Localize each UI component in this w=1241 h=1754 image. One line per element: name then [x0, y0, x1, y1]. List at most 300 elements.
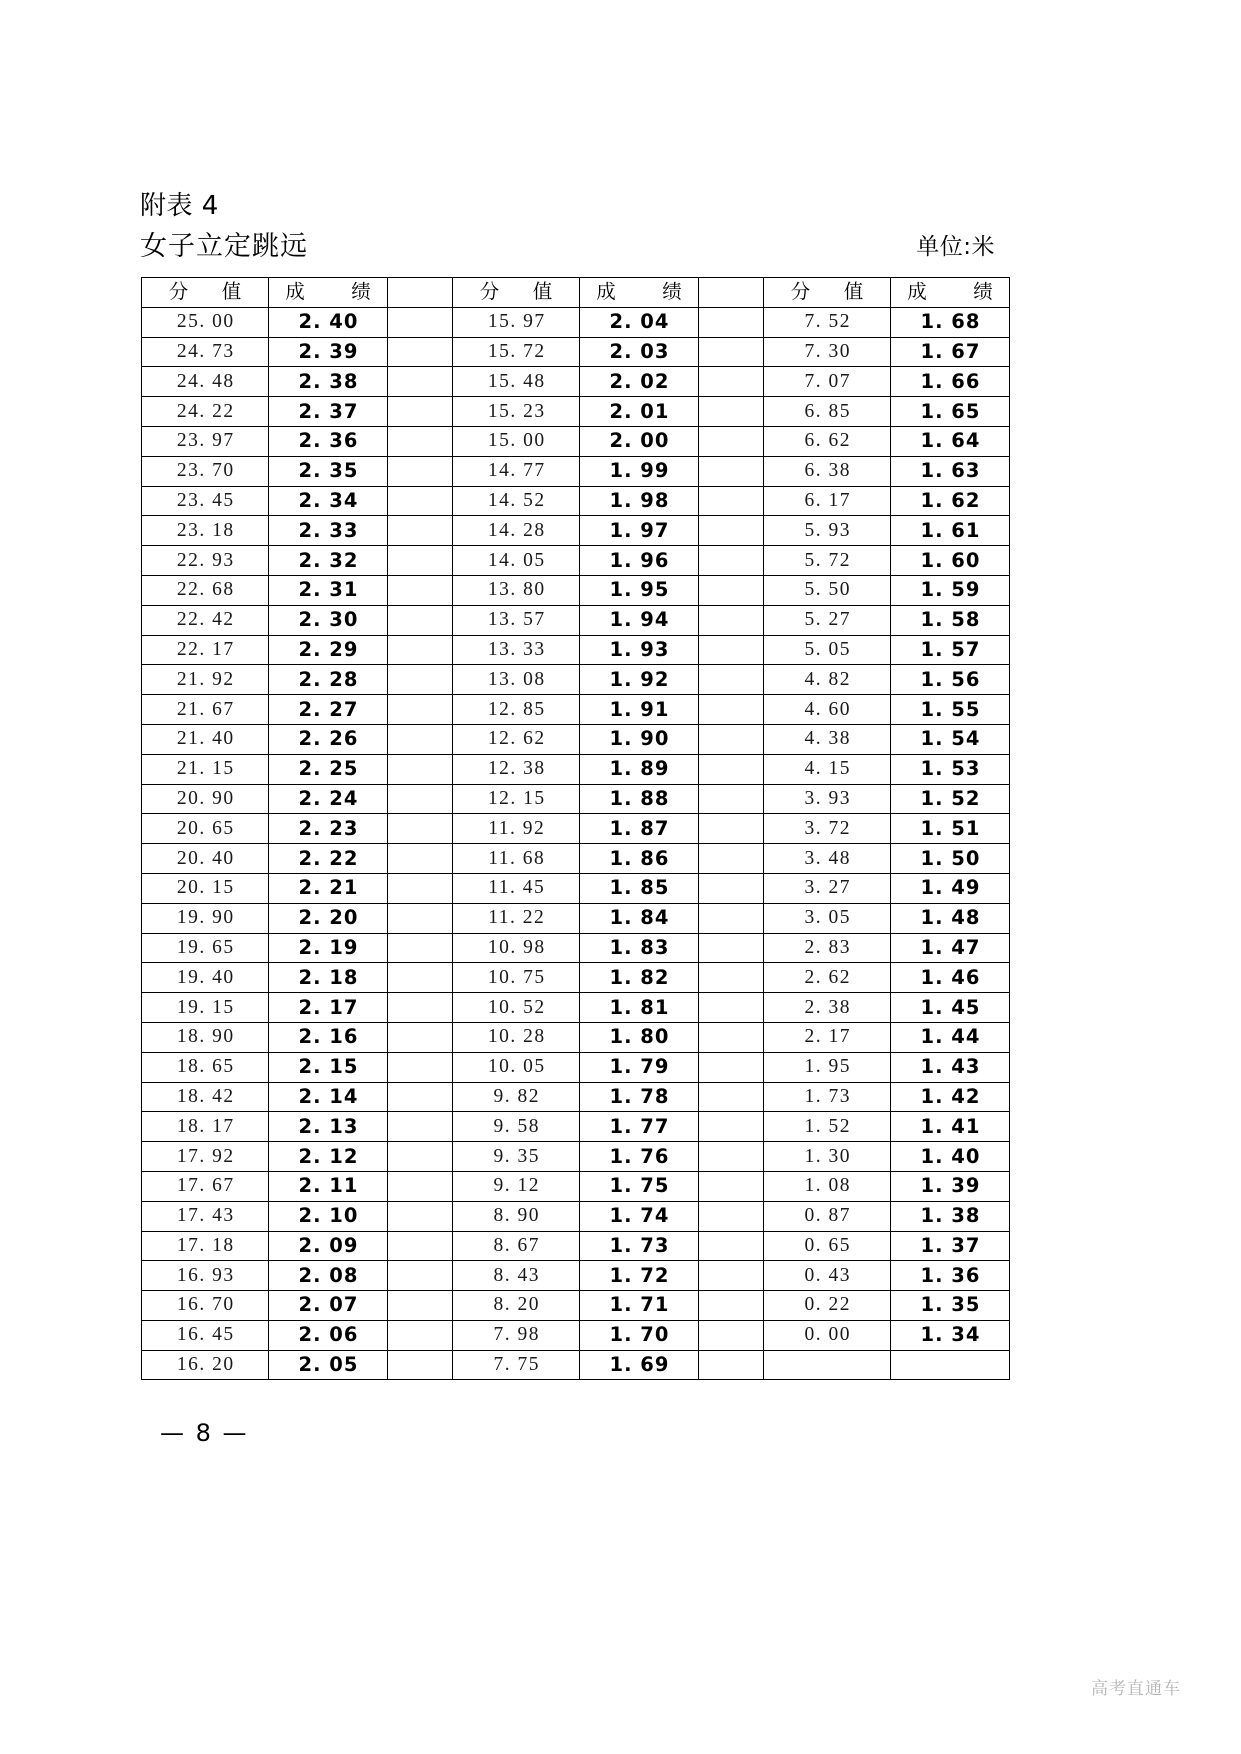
- cell-result: 2. 10: [269, 1201, 388, 1231]
- cell-score: 17. 67: [142, 1171, 269, 1201]
- cell-score: 7. 30: [764, 337, 891, 367]
- column-spacer: [388, 456, 453, 486]
- cell-score: 19. 90: [142, 903, 269, 933]
- cell-score: 14. 77: [453, 456, 580, 486]
- cell-score: 1. 08: [764, 1171, 891, 1201]
- cell-result: 1. 66: [891, 367, 1010, 397]
- cell-score: 6. 17: [764, 486, 891, 516]
- cell-result: 1. 82: [580, 963, 699, 993]
- cell-score: 1. 52: [764, 1112, 891, 1142]
- cell-result: 2. 02: [580, 367, 699, 397]
- column-spacer: [699, 814, 764, 844]
- cell-result: 2. 30: [269, 605, 388, 635]
- cell-score: 13. 80: [453, 575, 580, 605]
- table-row: [142, 1112, 1010, 1142]
- cell-result: 1. 34: [891, 1320, 1010, 1350]
- cell-result: 2. 07: [269, 1291, 388, 1321]
- cell-result: 1. 72: [580, 1261, 699, 1291]
- cell-result: 1. 90: [580, 724, 699, 754]
- table-row: [142, 1261, 1010, 1291]
- cell-result: 2. 34: [269, 486, 388, 516]
- cell-result: 2. 12: [269, 1142, 388, 1172]
- cell-score: 11. 92: [453, 814, 580, 844]
- cell-score: 5. 93: [764, 516, 891, 546]
- table-row: [142, 307, 1010, 337]
- column-spacer: [699, 1171, 764, 1201]
- column-spacer: [388, 903, 453, 933]
- cell-empty: [764, 1350, 891, 1380]
- document-header: [140, 186, 1100, 266]
- column-spacer: [388, 814, 453, 844]
- column-spacer: [699, 1082, 764, 1112]
- table-row: [142, 1082, 1010, 1112]
- column-header-score-3: 分 值: [764, 278, 891, 308]
- cell-score: 19. 40: [142, 963, 269, 993]
- cell-result: 1. 51: [891, 814, 1010, 844]
- column-spacer: [699, 754, 764, 784]
- column-spacer: [388, 963, 453, 993]
- cell-result: 1. 39: [891, 1171, 1010, 1201]
- cell-score: 0. 22: [764, 1291, 891, 1321]
- cell-score: 22. 68: [142, 575, 269, 605]
- column-spacer: [388, 665, 453, 695]
- cell-result: 2. 26: [269, 724, 388, 754]
- column-spacer: [699, 367, 764, 397]
- table-header: [142, 278, 1010, 308]
- cell-result: 1. 38: [891, 1201, 1010, 1231]
- table-row: [142, 546, 1010, 576]
- cell-result: 1. 81: [580, 993, 699, 1023]
- table-row: [142, 575, 1010, 605]
- cell-result: 1. 59: [891, 575, 1010, 605]
- column-spacer: [388, 784, 453, 814]
- appendix-label: 附表 4: [140, 191, 219, 221]
- cell-score: 5. 72: [764, 546, 891, 576]
- cell-score: 9. 12: [453, 1171, 580, 1201]
- cell-result: 1. 86: [580, 844, 699, 874]
- column-spacer: [699, 963, 764, 993]
- cell-score: 12. 15: [453, 784, 580, 814]
- cell-score: 14. 05: [453, 546, 580, 576]
- column-spacer: [699, 307, 764, 337]
- cell-result: 1. 69: [580, 1350, 699, 1380]
- table-row: [142, 665, 1010, 695]
- cell-result: 1. 50: [891, 844, 1010, 874]
- table-row: [142, 814, 1010, 844]
- cell-score: 3. 27: [764, 873, 891, 903]
- cell-score: 6. 85: [764, 397, 891, 427]
- cell-score: 21. 67: [142, 695, 269, 725]
- table-row: [142, 516, 1010, 546]
- column-spacer: [388, 993, 453, 1023]
- table-row: [142, 605, 1010, 635]
- cell-result: 2. 21: [269, 873, 388, 903]
- table-row: [142, 1171, 1010, 1201]
- cell-score: 23. 70: [142, 456, 269, 486]
- cell-score: 15. 48: [453, 367, 580, 397]
- cell-result: 1. 53: [891, 754, 1010, 784]
- column-spacer: [699, 1201, 764, 1231]
- cell-score: 17. 92: [142, 1142, 269, 1172]
- table-row: [142, 635, 1010, 665]
- cell-score: 16. 45: [142, 1320, 269, 1350]
- column-spacer: [388, 695, 453, 725]
- cell-score: 20. 65: [142, 814, 269, 844]
- cell-score: 2. 62: [764, 963, 891, 993]
- cell-result: 2. 16: [269, 1022, 388, 1052]
- cell-result: 2. 36: [269, 426, 388, 456]
- cell-result: 1. 78: [580, 1082, 699, 1112]
- cell-score: 1. 95: [764, 1052, 891, 1082]
- cell-result: 1. 95: [580, 575, 699, 605]
- score-conversion-table: [141, 277, 1010, 1380]
- cell-result: 2. 29: [269, 635, 388, 665]
- table-row: [142, 486, 1010, 516]
- cell-score: 18. 65: [142, 1052, 269, 1082]
- cell-result: 1. 37: [891, 1231, 1010, 1261]
- page-number: — 8 —: [160, 1419, 249, 1447]
- cell-result: 1. 58: [891, 605, 1010, 635]
- cell-score: 7. 75: [453, 1350, 580, 1380]
- cell-result: 2. 33: [269, 516, 388, 546]
- cell-result: 2. 23: [269, 814, 388, 844]
- table-row: [142, 933, 1010, 963]
- cell-score: 11. 68: [453, 844, 580, 874]
- cell-score: 4. 15: [764, 754, 891, 784]
- cell-result: 1. 46: [891, 963, 1010, 993]
- cell-result: 1. 55: [891, 695, 1010, 725]
- table-row: [142, 1201, 1010, 1231]
- table-row: [142, 1142, 1010, 1172]
- column-spacer: [699, 695, 764, 725]
- column-spacer: [388, 605, 453, 635]
- column-spacer: [699, 1291, 764, 1321]
- column-spacer: [699, 1022, 764, 1052]
- cell-score: 23. 18: [142, 516, 269, 546]
- cell-result: 1. 52: [891, 784, 1010, 814]
- cell-result: 1. 71: [580, 1291, 699, 1321]
- column-spacer: [699, 873, 764, 903]
- table-row: [142, 903, 1010, 933]
- cell-result: 2. 14: [269, 1082, 388, 1112]
- cell-score: 7. 98: [453, 1320, 580, 1350]
- cell-score: 16. 20: [142, 1350, 269, 1380]
- column-spacer: [699, 635, 764, 665]
- column-spacer: [699, 456, 764, 486]
- table-row: [142, 963, 1010, 993]
- cell-score: 0. 65: [764, 1231, 891, 1261]
- cell-score: 12. 38: [453, 754, 580, 784]
- cell-score: 22. 17: [142, 635, 269, 665]
- table-row: [142, 784, 1010, 814]
- column-spacer: [388, 307, 453, 337]
- cell-score: 17. 43: [142, 1201, 269, 1231]
- cell-score: 10. 98: [453, 933, 580, 963]
- column-spacer: [699, 1142, 764, 1172]
- column-header-result-2: 成 绩: [580, 278, 699, 308]
- cell-result: 1. 91: [580, 695, 699, 725]
- cell-result: 2. 15: [269, 1052, 388, 1082]
- column-spacer: [388, 635, 453, 665]
- cell-score: 15. 97: [453, 307, 580, 337]
- column-header-score-2: 分 值: [453, 278, 580, 308]
- cell-score: 6. 38: [764, 456, 891, 486]
- column-spacer: [388, 486, 453, 516]
- cell-result: 1. 87: [580, 814, 699, 844]
- cell-score: 12. 62: [453, 724, 580, 754]
- cell-result: 1. 80: [580, 1022, 699, 1052]
- column-spacer: [388, 1142, 453, 1172]
- cell-result: 2. 40: [269, 307, 388, 337]
- column-spacer: [388, 367, 453, 397]
- cell-result: 2. 09: [269, 1231, 388, 1261]
- cell-result: 2. 37: [269, 397, 388, 427]
- cell-result: 2. 38: [269, 367, 388, 397]
- cell-score: 12. 85: [453, 695, 580, 725]
- cell-score: 15. 23: [453, 397, 580, 427]
- cell-result: 2. 27: [269, 695, 388, 725]
- cell-score: 9. 82: [453, 1082, 580, 1112]
- cell-score: 23. 97: [142, 426, 269, 456]
- cell-score: 5. 27: [764, 605, 891, 635]
- cell-result: 2. 01: [580, 397, 699, 427]
- cell-result: 1. 68: [891, 307, 1010, 337]
- column-spacer: [388, 1261, 453, 1291]
- column-spacer: [388, 1022, 453, 1052]
- table-row: [142, 1231, 1010, 1261]
- column-spacer: [699, 1231, 764, 1261]
- table-row: [142, 1291, 1010, 1321]
- cell-score: 22. 42: [142, 605, 269, 635]
- column-spacer: [388, 1291, 453, 1321]
- cell-score: 2. 38: [764, 993, 891, 1023]
- cell-result: 1. 84: [580, 903, 699, 933]
- column-spacer: [388, 397, 453, 427]
- cell-score: 23. 45: [142, 486, 269, 516]
- column-spacer: [388, 426, 453, 456]
- cell-score: 13. 08: [453, 665, 580, 695]
- cell-score: 6. 62: [764, 426, 891, 456]
- cell-result: 2. 22: [269, 844, 388, 874]
- cell-score: 11. 22: [453, 903, 580, 933]
- cell-score: 13. 57: [453, 605, 580, 635]
- cell-score: 8. 67: [453, 1231, 580, 1261]
- cell-result: 1. 92: [580, 665, 699, 695]
- cell-score: 15. 00: [453, 426, 580, 456]
- cell-result: 2. 19: [269, 933, 388, 963]
- cell-score: 1. 30: [764, 1142, 891, 1172]
- cell-score: 24. 22: [142, 397, 269, 427]
- cell-score: 25. 00: [142, 307, 269, 337]
- cell-result: 2. 08: [269, 1261, 388, 1291]
- cell-result: 1. 42: [891, 1082, 1010, 1112]
- table-row: [142, 426, 1010, 456]
- column-spacer-1: [388, 278, 453, 308]
- column-spacer: [699, 1350, 764, 1380]
- column-spacer: [699, 933, 764, 963]
- column-spacer: [388, 844, 453, 874]
- column-spacer: [388, 1112, 453, 1142]
- column-spacer: [388, 1052, 453, 1082]
- cell-result: 1. 65: [891, 397, 1010, 427]
- cell-score: 20. 40: [142, 844, 269, 874]
- cell-score: 14. 28: [453, 516, 580, 546]
- cell-score: 16. 70: [142, 1291, 269, 1321]
- cell-score: 2. 83: [764, 933, 891, 963]
- column-header-result-1: 成 绩: [269, 278, 388, 308]
- cell-score: 18. 42: [142, 1082, 269, 1112]
- column-spacer: [699, 337, 764, 367]
- column-spacer-2: [699, 278, 764, 308]
- cell-result: 1. 45: [891, 993, 1010, 1023]
- title-row: [140, 228, 1100, 266]
- cell-result: 1. 41: [891, 1112, 1010, 1142]
- column-spacer: [699, 784, 764, 814]
- cell-result: 2. 13: [269, 1112, 388, 1142]
- watermark: 高考直通车: [1091, 1679, 1181, 1699]
- table-body: [142, 307, 1010, 1380]
- cell-result: 1. 61: [891, 516, 1010, 546]
- column-spacer: [699, 724, 764, 754]
- cell-score: 5. 05: [764, 635, 891, 665]
- cell-score: 8. 43: [453, 1261, 580, 1291]
- column-spacer: [388, 575, 453, 605]
- cell-result: 1. 57: [891, 635, 1010, 665]
- unit-label: 单位:米: [916, 234, 995, 260]
- column-spacer: [388, 873, 453, 903]
- column-spacer: [699, 397, 764, 427]
- column-spacer: [699, 1052, 764, 1082]
- cell-result: 1. 76: [580, 1142, 699, 1172]
- column-spacer: [388, 337, 453, 367]
- column-spacer: [699, 426, 764, 456]
- column-spacer: [388, 754, 453, 784]
- cell-result: 1. 64: [891, 426, 1010, 456]
- cell-result: 2. 05: [269, 1350, 388, 1380]
- table-row: [142, 1350, 1010, 1380]
- cell-score: 10. 52: [453, 993, 580, 1023]
- cell-score: 19. 15: [142, 993, 269, 1023]
- cell-score: 10. 05: [453, 1052, 580, 1082]
- column-spacer: [388, 1231, 453, 1261]
- cell-result: 1. 63: [891, 456, 1010, 486]
- page-title: 女子立定跳远: [140, 231, 308, 262]
- cell-score: 0. 00: [764, 1320, 891, 1350]
- table-row: [142, 1320, 1010, 1350]
- cell-result: 1. 97: [580, 516, 699, 546]
- cell-score: 8. 90: [453, 1201, 580, 1231]
- cell-score: 24. 48: [142, 367, 269, 397]
- cell-score: 19. 65: [142, 933, 269, 963]
- cell-result: 1. 40: [891, 1142, 1010, 1172]
- cell-score: 3. 93: [764, 784, 891, 814]
- column-spacer: [699, 486, 764, 516]
- cell-result: 2. 04: [580, 307, 699, 337]
- table-row: [142, 724, 1010, 754]
- cell-score: 24. 73: [142, 337, 269, 367]
- cell-result: 1. 98: [580, 486, 699, 516]
- cell-result: 2. 03: [580, 337, 699, 367]
- cell-result: 1. 96: [580, 546, 699, 576]
- cell-score: 5. 50: [764, 575, 891, 605]
- column-spacer: [388, 724, 453, 754]
- cell-score: 3. 48: [764, 844, 891, 874]
- cell-result: 2. 18: [269, 963, 388, 993]
- cell-score: 18. 90: [142, 1022, 269, 1052]
- cell-result: 2. 39: [269, 337, 388, 367]
- cell-score: 4. 38: [764, 724, 891, 754]
- table-row: [142, 397, 1010, 427]
- column-header-score-1: 分 值: [142, 278, 269, 308]
- cell-result: 1. 60: [891, 546, 1010, 576]
- cell-result: 2. 35: [269, 456, 388, 486]
- column-spacer: [388, 933, 453, 963]
- cell-result: 1. 93: [580, 635, 699, 665]
- cell-result: 2. 25: [269, 754, 388, 784]
- cell-score: 17. 18: [142, 1231, 269, 1261]
- column-header-result-3: 成 绩: [891, 278, 1010, 308]
- cell-score: 14. 52: [453, 486, 580, 516]
- table-row: [142, 873, 1010, 903]
- cell-result: 1. 74: [580, 1201, 699, 1231]
- column-spacer: [699, 546, 764, 576]
- cell-score: 21. 40: [142, 724, 269, 754]
- cell-score: 11. 45: [453, 873, 580, 903]
- column-spacer: [699, 1320, 764, 1350]
- column-spacer: [699, 1112, 764, 1142]
- table-row: [142, 456, 1010, 486]
- cell-result: 1. 48: [891, 903, 1010, 933]
- cell-score: 20. 90: [142, 784, 269, 814]
- table-row: [142, 754, 1010, 784]
- cell-score: 0. 87: [764, 1201, 891, 1231]
- table-row: [142, 337, 1010, 367]
- column-spacer: [699, 903, 764, 933]
- table-row: [142, 844, 1010, 874]
- cell-result: 1. 77: [580, 1112, 699, 1142]
- cell-result: 1. 62: [891, 486, 1010, 516]
- cell-result: 1. 35: [891, 1291, 1010, 1321]
- cell-result: 1. 99: [580, 456, 699, 486]
- column-spacer: [388, 1201, 453, 1231]
- cell-score: 15. 72: [453, 337, 580, 367]
- cell-result: 2. 31: [269, 575, 388, 605]
- column-spacer: [699, 993, 764, 1023]
- cell-result: 1. 56: [891, 665, 1010, 695]
- column-spacer: [699, 844, 764, 874]
- cell-result: 2. 24: [269, 784, 388, 814]
- cell-score: 3. 72: [764, 814, 891, 844]
- cell-result: 1. 54: [891, 724, 1010, 754]
- column-spacer: [388, 1350, 453, 1380]
- cell-result: 1. 75: [580, 1171, 699, 1201]
- column-spacer: [699, 1261, 764, 1291]
- cell-score: 7. 07: [764, 367, 891, 397]
- cell-result: 2. 28: [269, 665, 388, 695]
- cell-result: 1. 94: [580, 605, 699, 635]
- cell-result: 2. 32: [269, 546, 388, 576]
- column-spacer: [699, 605, 764, 635]
- cell-score: 18. 17: [142, 1112, 269, 1142]
- cell-score: 21. 92: [142, 665, 269, 695]
- table-row: [142, 993, 1010, 1023]
- table-header-row: [142, 278, 1010, 308]
- cell-empty: [891, 1350, 1010, 1380]
- cell-result: 2. 06: [269, 1320, 388, 1350]
- cell-score: 21. 15: [142, 754, 269, 784]
- cell-score: 16. 93: [142, 1261, 269, 1291]
- cell-result: 1. 43: [891, 1052, 1010, 1082]
